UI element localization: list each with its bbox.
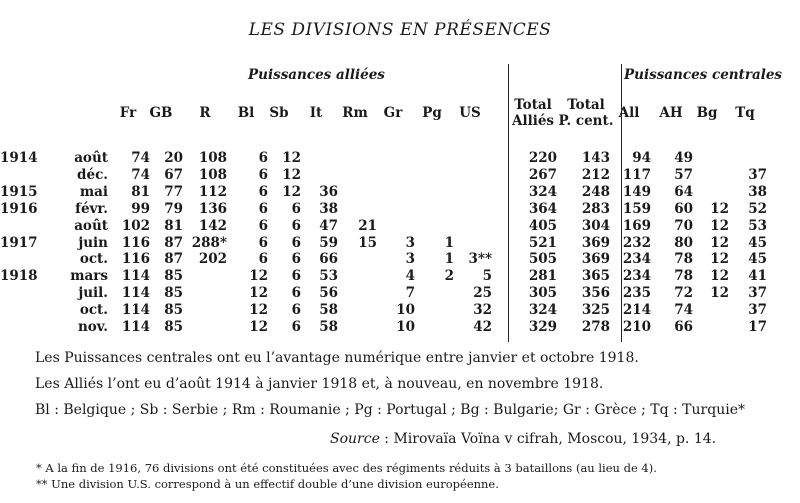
row-month: juin — [78, 234, 108, 251]
table-cell: 85 — [164, 285, 183, 302]
table-cell: 6 — [258, 200, 268, 217]
row-month: juil. — [78, 285, 108, 302]
table-cell: 369 — [581, 234, 610, 251]
column-header-line: Alliés — [511, 113, 555, 129]
column-header: It — [309, 105, 323, 121]
table-cell: 85 — [164, 268, 183, 285]
table-cell: 4 — [405, 268, 415, 285]
table-cell: 356 — [581, 285, 610, 302]
table-cell: 41 — [748, 268, 767, 285]
row-month: oct. — [79, 302, 108, 319]
table-cell: 12 — [710, 285, 729, 302]
table-cell: 324 — [528, 183, 557, 200]
row-month: déc. — [77, 166, 108, 183]
table-cell: 114 — [121, 319, 150, 335]
table-cell: 66 — [674, 319, 693, 335]
footnote: ** Une division U.S. correspond à un effectif double d’une division européenne. — [36, 477, 499, 491]
table-cell: 235 — [622, 285, 651, 302]
table-cell: 116 — [121, 234, 150, 251]
table-cell: 52 — [748, 200, 767, 217]
table-cell: 32 — [473, 302, 492, 319]
table-cell: 72 — [674, 285, 693, 302]
table-cell: 108 — [198, 150, 227, 166]
table-cell: 81 — [131, 183, 150, 200]
table-cell: 116 — [121, 251, 150, 268]
table-cell: 234 — [622, 251, 651, 268]
table-cell: 232 — [622, 234, 651, 251]
table-cell: 248 — [581, 183, 610, 200]
table-cell: 58 — [319, 319, 338, 335]
table-cell: 364 — [528, 200, 557, 217]
table-cell: 21 — [358, 217, 377, 234]
table-cell: 74 — [131, 166, 150, 183]
table-cell: 6 — [291, 217, 301, 234]
table-cell: 37 — [748, 166, 767, 183]
table-cell: 74 — [674, 302, 693, 319]
table-cell: 142 — [198, 217, 227, 234]
table-cell: 70 — [674, 217, 693, 234]
column-header: Bg — [696, 105, 718, 121]
table-cell: 6 — [258, 166, 268, 183]
table-cell: 3 — [405, 251, 415, 268]
table-cell: 281 — [528, 268, 557, 285]
table-cell: 108 — [198, 166, 227, 183]
table-cell: 1 — [444, 234, 454, 251]
column-header: Fr — [119, 105, 137, 121]
row-year: 1917 — [0, 234, 38, 251]
table-cell: 6 — [258, 234, 268, 251]
table-cell: 37 — [748, 302, 767, 319]
table-cell: 6 — [291, 251, 301, 268]
source-text: : Mirovaïa Voïna v cifrah, Moscou, 1934, p. 14. — [379, 431, 717, 447]
table-cell: 79 — [164, 200, 183, 217]
table-cell: 94 — [632, 150, 651, 166]
table-cell: 202 — [198, 251, 227, 268]
table-cell: 87 — [164, 234, 183, 251]
table-cell: 6 — [291, 302, 301, 319]
row-month: mai — [79, 183, 108, 200]
table-cell: 329 — [528, 319, 557, 335]
table-cell: 57 — [674, 166, 693, 183]
table-cell: 81 — [164, 217, 183, 234]
table-cell: 12 — [282, 183, 301, 200]
table-cell: 12 — [710, 200, 729, 217]
table-cell: 149 — [622, 183, 651, 200]
column-header-line: Total — [567, 97, 605, 113]
column-header: Bl — [237, 105, 255, 121]
table-cell: 53 — [748, 217, 767, 234]
table-cell: 136 — [198, 200, 227, 217]
table-cell: 10 — [396, 319, 415, 335]
table-cell: 15 — [358, 234, 377, 251]
column-header: Gr — [383, 105, 403, 121]
table-cell: 6 — [258, 150, 268, 166]
table-cell: 143 — [581, 150, 610, 166]
table-cell: 220 — [528, 150, 557, 166]
table-cell: 12 — [249, 302, 268, 319]
table-cell: 305 — [528, 285, 557, 302]
row-month: août — [74, 217, 108, 234]
table-cell: 78 — [674, 251, 693, 268]
group-label-allies: Puissances alliées — [248, 67, 385, 83]
table-cell: 38 — [748, 183, 767, 200]
group-label-central: Puissances centrales — [624, 67, 783, 83]
table-cell: 12 — [249, 285, 268, 302]
column-header: Tq — [735, 105, 755, 121]
note-line: Les Alliés l’ont eu d’août 1914 à janvier 1918 et, à nouveau, en novembre 1918. — [35, 376, 604, 392]
table-cell: 12 — [710, 217, 729, 234]
column-header: Rm — [342, 105, 368, 121]
column-header — [503, 97, 563, 129]
table-cell: 36 — [319, 183, 338, 200]
table-cell: 169 — [622, 217, 651, 234]
column-header: GB — [149, 105, 173, 121]
table-cell: 58 — [319, 302, 338, 319]
column-header: Sb — [269, 105, 289, 121]
table-cell: 66 — [319, 251, 338, 268]
row-month: nov. — [77, 319, 108, 335]
table-cell: 6 — [291, 234, 301, 251]
row-month: oct. — [79, 251, 108, 268]
table-cell: 112 — [198, 183, 227, 200]
table-cell: 369 — [581, 251, 610, 268]
row-year: 1918 — [0, 268, 38, 285]
table-cell: 114 — [121, 285, 150, 302]
column-header-line: Total — [514, 97, 552, 113]
legend-line: Bl : Belgique ; Sb : Serbie ; Rm : Roumanie ; Pg : Portugal ; Bg : Bulgarie; Gr : Grèce ; Tq : Turquie* — [35, 402, 745, 418]
table-cell: 3** — [468, 251, 492, 268]
row-year: 1914 — [0, 150, 38, 166]
table-cell: 85 — [164, 302, 183, 319]
table-cell: 521 — [528, 234, 557, 251]
table-cell: 214 — [622, 302, 651, 319]
row-month: mars — [70, 268, 108, 285]
table-cell: 12 — [282, 150, 301, 166]
table-cell: 6 — [291, 319, 301, 335]
table-cell: 6 — [291, 268, 301, 285]
table-cell: 12 — [710, 251, 729, 268]
table-cell: 278 — [581, 319, 610, 335]
footnote: * A la fin de 1916, 76 divisions ont été constituées avec des régiments réduits à 3 bataillons (au lieu de 4). — [36, 461, 657, 475]
table-cell: 283 — [581, 200, 610, 217]
table-cell: 159 — [622, 200, 651, 217]
table-cell: 6 — [258, 217, 268, 234]
table-cell: 5 — [482, 268, 492, 285]
table-cell: 60 — [674, 200, 693, 217]
table-cell: 3 — [405, 234, 415, 251]
table-cell: 102 — [121, 217, 150, 234]
table-cell: 12 — [710, 268, 729, 285]
column-header-line: P. cent. — [558, 113, 614, 129]
table-cell: 38 — [319, 200, 338, 217]
table-cell: 37 — [748, 285, 767, 302]
table-cell: 267 — [528, 166, 557, 183]
page-title: LES DIVISIONS EN PRÉSENCES — [248, 20, 552, 40]
row-month: août — [74, 150, 108, 166]
table-cell: 6 — [291, 200, 301, 217]
table-cell: 288* — [191, 234, 227, 251]
table-cell: 10 — [396, 302, 415, 319]
table-cell: 78 — [674, 268, 693, 285]
column-header: All — [618, 105, 640, 121]
table-cell: 99 — [131, 200, 150, 217]
table-cell: 6 — [291, 285, 301, 302]
table-cell: 7 — [405, 285, 415, 302]
table-cell: 210 — [622, 319, 651, 335]
table-cell: 2 — [444, 268, 454, 285]
table-cell: 12 — [282, 166, 301, 183]
table-cell: 64 — [674, 183, 693, 200]
source-label: Source — [330, 431, 380, 447]
table-cell: 6 — [258, 183, 268, 200]
note-line: Les Puissances centrales ont eu l’avantage numérique entre janvier et octobre 1918. — [35, 350, 639, 366]
column-header: US — [459, 105, 481, 121]
table-cell: 365 — [581, 268, 610, 285]
table-cell: 505 — [528, 251, 557, 268]
column-header: R — [199, 105, 211, 121]
table-cell: 12 — [710, 234, 729, 251]
table-cell: 45 — [748, 251, 767, 268]
table-cell: 87 — [164, 251, 183, 268]
table-cell: 17 — [748, 319, 767, 335]
table-cell: 12 — [249, 268, 268, 285]
table-cell: 85 — [164, 319, 183, 335]
table-cell: 1 — [444, 251, 454, 268]
table-cell: 77 — [164, 183, 183, 200]
table-cell: 325 — [581, 302, 610, 319]
row-month: févr. — [75, 200, 108, 217]
table-cell: 42 — [473, 319, 492, 335]
table-cell: 53 — [319, 268, 338, 285]
table-cell: 47 — [319, 217, 338, 234]
row-year: 1916 — [0, 200, 38, 217]
table-cell: 324 — [528, 302, 557, 319]
table-cell: 6 — [258, 251, 268, 268]
table-cell: 20 — [164, 150, 183, 166]
table-cell: 12 — [249, 319, 268, 335]
table-cell: 405 — [528, 217, 557, 234]
table-cell: 49 — [674, 150, 693, 166]
table-cell: 117 — [622, 166, 651, 183]
table-cell: 114 — [121, 302, 150, 319]
table-cell: 304 — [581, 217, 610, 234]
table-cell: 56 — [319, 285, 338, 302]
table-cell: 67 — [164, 166, 183, 183]
column-header: Pg — [422, 105, 442, 121]
table-cell: 114 — [121, 268, 150, 285]
table-cell: 234 — [622, 268, 651, 285]
table-cell: 212 — [581, 166, 610, 183]
table-cell: 45 — [748, 234, 767, 251]
table-cell: 25 — [473, 285, 492, 302]
source-citation — [330, 431, 716, 447]
table-cell: 74 — [131, 150, 150, 166]
column-header: AH — [659, 105, 683, 121]
table-cell: 80 — [674, 234, 693, 251]
row-year: 1915 — [0, 183, 38, 200]
table-cell: 59 — [319, 234, 338, 251]
